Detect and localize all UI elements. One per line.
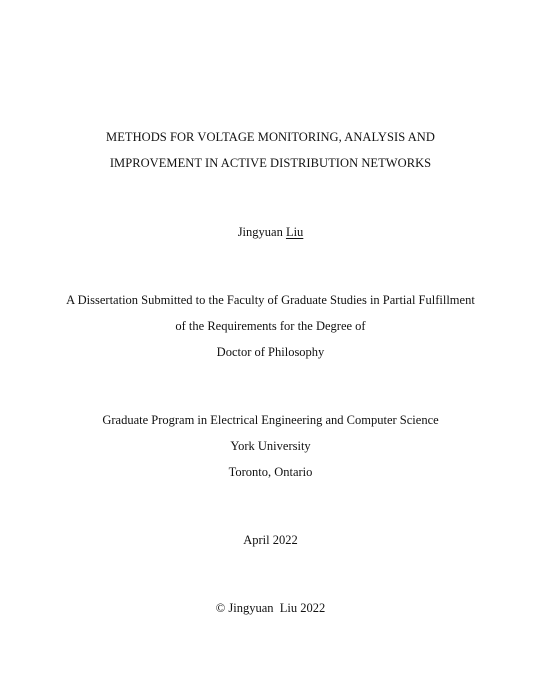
author-first-name: Jingyuan — [237, 225, 283, 239]
submission-date: April 2022 — [243, 533, 298, 547]
submission-statement-line-1: A Dissertation Submitted to the Faculty of Graduate Studies in Partial Fulfillment — [66, 293, 475, 307]
university-name: York University — [230, 439, 311, 453]
degree-name: Doctor of Philosophy — [216, 345, 325, 359]
author-last-name: Liu — [285, 225, 304, 239]
university-location: Toronto, Ontario — [228, 465, 313, 479]
submission-statement-line-2: of the Requirements for the Degree of — [175, 319, 366, 333]
copyright-holder: Jingyuan Liu 2022 — [228, 601, 326, 615]
copyright-symbol: © — [215, 601, 226, 615]
copyright-notice — [0, 600, 541, 616]
graduate-program: Graduate Program in Electrical Engineering and Computer Science — [102, 413, 439, 427]
author-name — [0, 224, 541, 240]
thesis-title-line-2: IMPROVEMENT IN ACTIVE DISTRIBUTION NETWORKS — [109, 156, 432, 170]
thesis-title-line-1: METHODS FOR VOLTAGE MONITORING, ANALYSIS AND — [106, 130, 435, 144]
